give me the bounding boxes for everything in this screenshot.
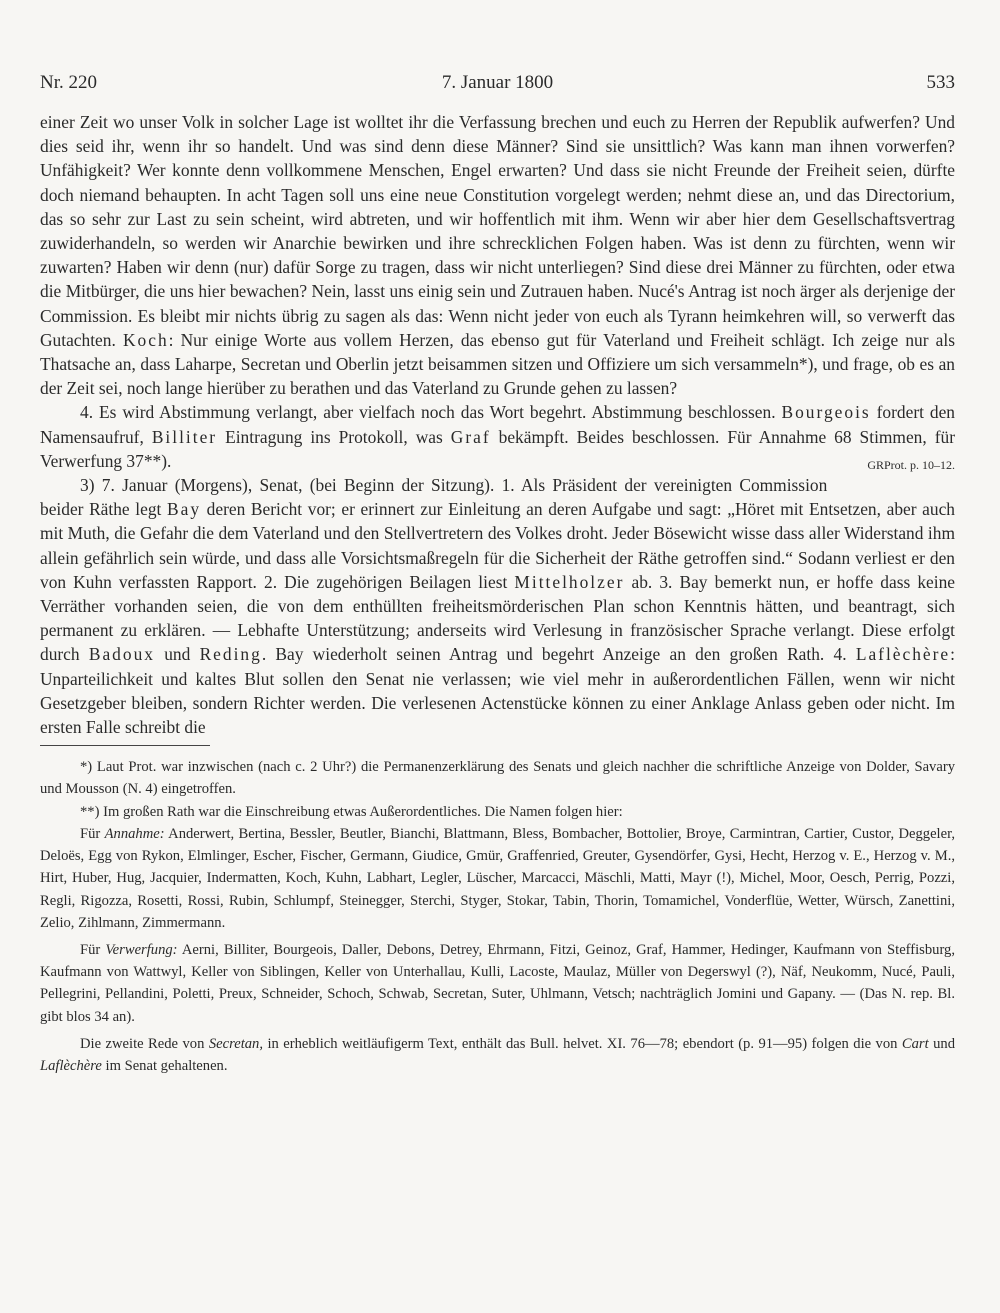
speaker-reding: Reding <box>199 644 262 665</box>
main-text <box>40 110 955 739</box>
footnote-2: **) Im großen Rath war die Einschreibung etwas Außerordentliches. Die Namen folgen hier: <box>80 803 623 820</box>
speaker-laflechere: Laflèchère <box>855 644 951 665</box>
footnote-closing: Die zweite Rede von Secretan, in erheblich weitläufigerm Text, enthält das Bull. helvet. XI. 76—78; ebendort (p. 91—95) folgen die von Cart und Laflèchère im Senat gehaltenen. <box>40 1035 955 1074</box>
speaker-mittelholzer: Mittelholzer <box>514 571 625 592</box>
vote-list-approval: Für Annahme: Anderwert, Bertina, Bessler, Beutler, Bianchi, Blattmann, Bless, Bombacher, Bottolier, Broye, Carmintran, Cartier, Custor, Deggeler, Deloës, Egg von Rykon, Elmlinger, Escher, Fischer, Germann, Giudice, Gmür, Graffenried, Greuter, Gysendörfer, Gysi, Hecht, Herzog v. E., Herzog v. M., Hirt, Huber, Hug, Jacquier, Indermatten, Koch, Kuhn, Labhart, Legler, Lüscher, Marcacci, Mäschli, Matti, Mayr (!), Michel, Moor, Oesch, Perrig, Pozzi, Regli, Rigozza, Rosetti, Rossi, Rubin, Schlumpf, Steinegger, Sterchi, Styger, Stokar, Tabin, Thorin, Tomamichel, Vonderflüe, Wetter, Würsch, Zanettini, Zelio, Zihlmann, Zimmermann. <box>40 825 955 931</box>
speaker-bay: Bay <box>167 499 202 520</box>
speaker-graf: Graf <box>450 426 491 447</box>
speaker-badoux: Badoux <box>88 644 155 665</box>
source-reference: GRProt. p. 10–12. <box>867 457 955 472</box>
paragraph-3: 3) 7. Januar (Morgens), Senat, (bei Beginn der Sitzung). 1. Als Präsident der vereinigten Commission beider Räthe legt Bay deren Bericht vor; er erinnert zur Einleitung an deren Aufgabe und sagt: „Höret mit Entsetzen, aber auch mit Muth, die Gefahr die dem Vaterland und den Stellvertretern des Volkes droht. Jeder Bösewicht wisse dass aller Widerstand ihm allein gefährlich sein würde, und dass alle Vorsichtsmaßregeln für die Sicherheit der Räthe getroffen sind.“ Sodann verliest er den von Kuhn verfassten Rapport. 2. Die zugehörigen Beilagen liest Mittelholzer ab. 3. Bay bemerkt nun, er hoffe dass keine Verräther vorhanden seien, die von dem enthüllten freiheitsmörderischen Plan schon Kenntnis hätten, und beantragt, sich permanent zu erklären. — Lebhafte Unterstützung; anderseits wird Verlesung in französischer Sprache verlangt. Diese erfolgt durch Badoux und Reding. Bay wiederholt seinen Antrag und begehrt Anzeige an den großen Rath. 4. Laflèchère: Unparteilichkeit und kaltes Blut sollen den Senat nie verlassen; wie viel mehr in außerordentlichen Fällen, wenn wir nicht Gesetzgeber bleiben, sondern Richter werden. Die verlesenen Actenstücke können zu einer Anklage Anlass geben oder nicht. Im ersten Falle schreibt die <box>40 475 955 738</box>
speaker-bourgeois: Bourgeois <box>781 402 871 423</box>
paragraph-1: einer Zeit wo unser Volk in solcher Lage ist wolltet ihr die Verfassung brechen und euch zu Herren der Republik aufwerfen? Und dies seid ihr, wenn ihr so handelt. Und was sind denn diese Männer? Sind sie unsittlich? Was kann man ihnen vorwerfen? Unfähigkeit? Wer konnte denn vollkommene Menschen, Engel erwarten? Und dass sie nicht Freunde der Freiheit seien, dürfte doch niemand behaupten. In acht Tagen soll uns eine neue Constitution vorgelegt werden; nehmt diese an, und das Directorium, das so sehr zur Last zu sein scheint, wird abtreten, und wir hoffentlich mit ihm. Wenn wir aber hier dem Gesellschaftsvertrag zuwiderhandeln, so werden wir Anarchie bewirken und ihre schrecklichen Folgen haben. Was ist denn zu fürchten, wenn wir zuwarten? Haben wir denn (nur) dafür Sorge zu tragen, dass wir nicht unterliegen? Sind diese drei Männer zu fürchten, oder etwa die Mitbürger, die uns hier bewachen? Nein, lasst uns einig sein und Zutrauen haben. Nucé's Antrag ist noch ärger als derjenige der Commission. Es bleibt mir nichts übrig zu sagen als das: Wenn nicht jeder von euch als Tyrann heimkehren will, so verwerft das Gutachten. Koch: Nur einige Worte aus vollem Herzen, das ebenso gut für Vaterland und Freiheit schlägt. Ich zeige nur als Thatsache an, dass Laharpe, Secretan und Oberlin jetzt beisammen sitzen und Offiziere um sich versammeln*), und frage, ob es an der Zeit sei, noch lange hierüber zu berathen und das Vaterland zu Grunde gehen zu lassen? <box>40 112 955 399</box>
page-number: 533 <box>926 72 955 93</box>
footnotes <box>40 756 955 1077</box>
header-date: 7. Januar 1800 <box>441 72 554 93</box>
page-header <box>40 72 955 104</box>
speaker-koch: Koch <box>122 329 169 350</box>
document-number: Nr. 220 <box>40 72 97 93</box>
footnote-separator <box>40 745 210 746</box>
document-page <box>40 72 955 1077</box>
footnote-1: *) Laut Prot. war inzwischen (nach c. 2 Uhr?) die Permanenzerklärung des Senats und gleich nachher die schriftliche Anzeige von Dolder, Savary und Mousson (N. 4) eingetroffen. <box>40 759 955 798</box>
speaker-billiter: Billiter <box>151 426 218 447</box>
vote-list-rejection: Für Verwerfung: Aerni, Billiter, Bourgeois, Daller, Debons, Detrey, Ehrmann, Fitzi, Geinoz, Graf, Hammer, Hedinger, Kaufmann von Steffisburg, Kaufmann von Wattwyl, Keller von Siblingen, Keller von Unterhallau, Kulli, Lacoste, Maulaz, Müller von Degerswyl (?), Näf, Neukomm, Nucé, Pauli, Pellegrini, Pellandini, Poletti, Preux, Schneider, Schoch, Schwab, Secretan, Suter, Uhlmann, Vetsch; nachträglich Jomini und Gapany. — (Das N. rep. Bl. gibt blos 34 an). <box>40 941 955 1025</box>
paragraph-2: 4. Es wird Abstimmung verlangt, aber vielfach noch das Wort begehrt. Abstimmung beschlossen. Bourgeois fordert den Namensaufruf, Billiter Eintragung ins Protokoll, was Graf bekämpft. Beides beschlossen. Für Annahme 68 Stimmen, für Verwerfung 37**). GRProt. p. 10–12. <box>40 400 955 473</box>
